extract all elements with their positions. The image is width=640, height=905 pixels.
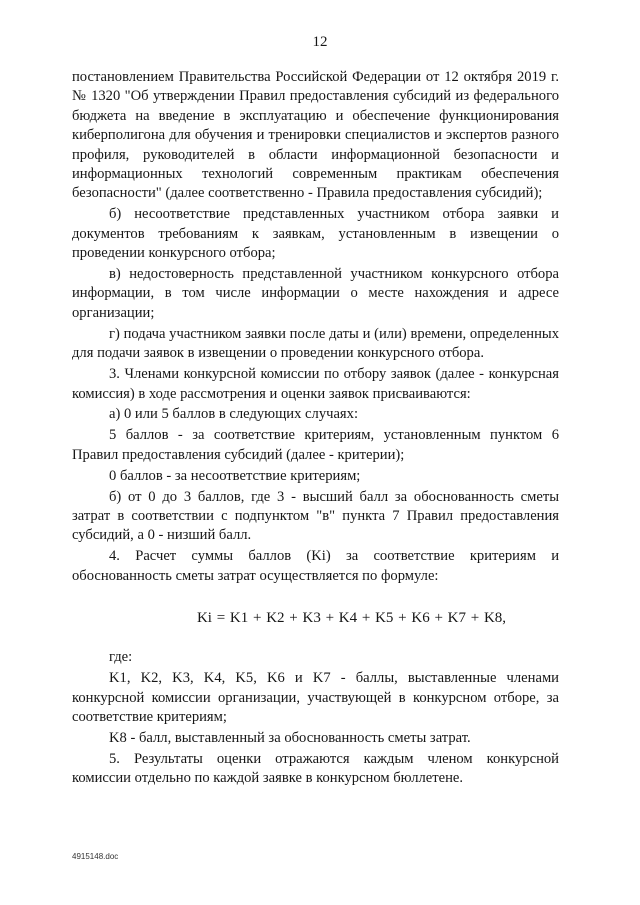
paragraph-k8-definition: K8 - балл, выставленный за обоснованность сметы затрат. [109,730,471,747]
paragraph-five-points: 5 баллов - за соответствие критериям, установленным пунктом 6 Правил предоставления субсидий (далее - критерии); [72,427,559,463]
paragraph-item-g: г) подача участником заявки после даты и (или) времени, определенных для подачи заявок в извещении о проведении конкурсного отбора. [72,325,559,362]
paragraph-item-b-scores: б) от 0 до 3 баллов, где 3 - высший балл за обоснованность сметы затрат в соответствии с подпунктом "в" пункта 7 Правил предоставления субсидий, а 0 - низший балл. [72,488,559,544]
formula: Ki = K1 + K2 + K3 + K4 + K5 + K6 + K7 + K8, [196,610,507,627]
paragraph-k1-k7-definition: K1, K2, K3, K4, K5, K6 и K7 - баллы, выставленные членами конкурсной комиссии организации, участвующей в конкурсном отборе, за соответствие критериям; [72,670,559,726]
document-body [72,68,559,790]
document-file-code: 4915148.doc [72,852,119,861]
paragraph-zero-points: 0 баллов - за несоответствие критериям; [109,467,361,484]
page-number: 12 [312,34,328,50]
paragraph-section-5: 5. Результаты оценки отражаются каждым членом конкурсной комиссии отдельно по каждой заявке в конкурсном бюллетене. [72,751,559,787]
paragraph-section-3: 3. Членами конкурсной комиссии по отбору заявок (далее - конкурсная комиссия) в ходе рассмотрения и оценки заявок присваиваются: [72,366,559,402]
paragraph-item-b: б) несоответствие представленных участником отбора заявки и документов требованиям к заявкам, установленным в извещении о проведении конкурсного отбора; [72,206,559,262]
paragraph-section-4: 4. Расчет суммы баллов (Ki) за соответствие критериям и обоснованность сметы затрат осуществляется по формуле: [72,548,559,584]
paragraph-item-a-scores: а) 0 или 5 баллов в следующих случаях: [109,406,358,423]
paragraph-item-v: в) недостоверность представленной участником конкурсного отбора информации, в том числе информации о месте нахождения и адресе организации; [72,266,559,321]
where-label: где: [109,649,133,666]
paragraph-continuation: постановлением Правительства Российской Федерации от 12 октября 2019 г. № 1320 "Об утверждении Правил предоставления субсидий из федерального бюджета на введение в эксплуатацию и обеспечение функционирования киберполигона для обучения и тренировки специалистов и экспертов разного профиля, руководителей в области информационной безопасности и информационных технологий современным практикам обеспечения безопасности" (далее соответственно - Правила предоставления субсидий); [72,69,559,202]
